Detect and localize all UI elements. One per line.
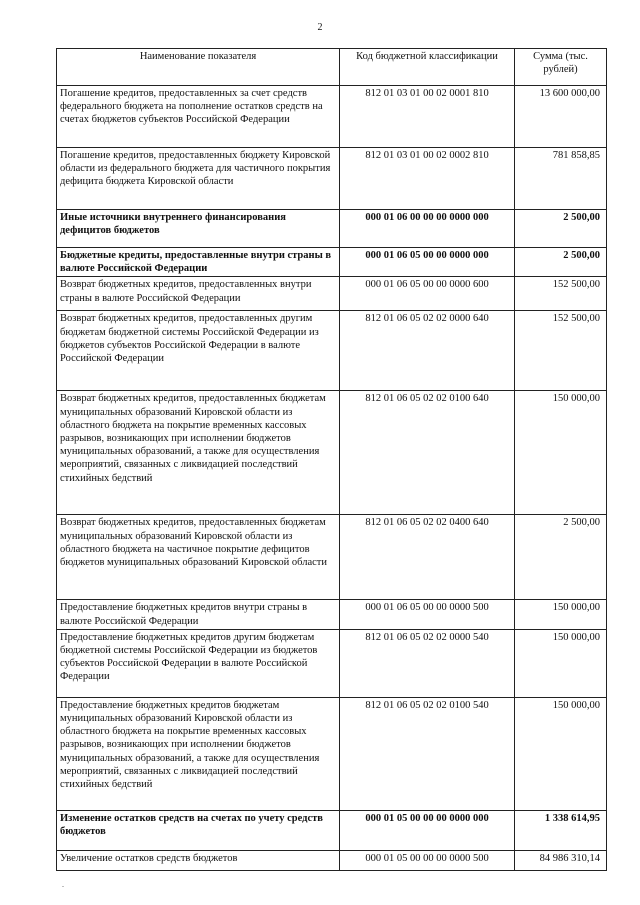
row-sum-cell: 152 500,00: [515, 311, 607, 391]
row-sum-cell: 150 000,00: [515, 600, 607, 629]
table-row: [57, 210, 607, 248]
row-name-cell: Предоставление бюджетных кредитов бюджетам муниципальных образований Кировской области из областного бюджета на покрытие временных кассовых разрывов, возникающих при исполнении бюджетов муниципальных образований, а также для осуществления мероприятий, связанных с ликвидацией последствий стихийных бедствий: [57, 697, 340, 810]
table-row: [57, 697, 607, 810]
row-code-cell: 812 01 06 05 02 02 0400 640: [340, 515, 515, 600]
row-code-cell: 000 01 06 05 00 00 0000 000: [340, 248, 515, 277]
header-name: Наименование показателя: [57, 49, 340, 86]
row-code-cell: 000 01 05 00 00 00 0000 000: [340, 810, 515, 850]
row-name-cell: Увеличение остатков средств бюджетов: [57, 850, 340, 870]
row-name-cell: Иные источники внутреннего финансирования дефицитов бюджетов: [57, 210, 340, 248]
row-name-cell: Возврат бюджетных кредитов, предоставленных другим бюджетам бюджетной системы Российской Федерации из бюджетов субъектов Российской Федерации в валюте Российской Федерации: [57, 311, 340, 391]
table-row: [57, 311, 607, 391]
row-name-cell: Возврат бюджетных кредитов, предоставленных внутри страны в валюте Российской Федерации: [57, 277, 340, 311]
row-sum-cell: 152 500,00: [515, 277, 607, 311]
row-name-cell: Предоставление бюджетных кредитов внутри страны в валюте Российской Федерации: [57, 600, 340, 629]
row-name-cell: Бюджетные кредиты, предоставленные внутри страны в валюте Российской Федерации: [57, 248, 340, 277]
row-code-cell: 812 01 06 05 02 02 0000 640: [340, 311, 515, 391]
row-code-cell: 812 01 06 05 02 02 0100 640: [340, 391, 515, 515]
budget-table: [56, 48, 607, 871]
row-code-cell: 812 01 03 01 00 02 0001 810: [340, 86, 515, 148]
table-row: [57, 277, 607, 311]
row-code-cell: 000 01 06 05 00 00 0000 500: [340, 600, 515, 629]
table-row: [57, 148, 607, 210]
row-sum-cell: 2 500,00: [515, 515, 607, 600]
row-code-cell: 812 01 06 05 02 02 0000 540: [340, 629, 515, 697]
row-sum-cell: 781 858,85: [515, 148, 607, 210]
row-code-cell: 000 01 06 00 00 00 0000 000: [340, 210, 515, 248]
stray-mark: .: [62, 880, 64, 889]
row-code-cell: 812 01 03 01 00 02 0002 810: [340, 148, 515, 210]
table-header-row: [57, 49, 607, 86]
table-row: [57, 810, 607, 850]
table-row: [57, 629, 607, 697]
row-name-cell: Возврат бюджетных кредитов, предоставленных бюджетам муниципальных образований Кировской области из областного бюджета на покрытие временных кассовых разрывов, возникающих при исполнении бюджетов муниципальных образований, а также для осуществления мероприятий, связанных с ликвидацией последствий стихийных бедствий: [57, 391, 340, 515]
row-sum-cell: 2 500,00: [515, 210, 607, 248]
row-name-cell: Погашение кредитов, предоставленных за счет средств федерального бюджета на пополнение остатков средств на счетах бюджетов субъектов Российской Федерации: [57, 86, 340, 148]
row-sum-cell: 84 986 310,14: [515, 850, 607, 870]
header-code: Код бюджетной классификации: [340, 49, 515, 86]
table-row: [57, 248, 607, 277]
table-row: [57, 86, 607, 148]
row-sum-cell: 150 000,00: [515, 697, 607, 810]
row-sum-cell: 1 338 614,95: [515, 810, 607, 850]
row-name-cell: Изменение остатков средств на счетах по учету средств бюджетов: [57, 810, 340, 850]
row-name-cell: Возврат бюджетных кредитов, предоставленных бюджетам муниципальных образований Кировской области из областного бюджета на частичное покрытие дефицитов бюджетов муниципальных образований Кировской области: [57, 515, 340, 600]
table-row: [57, 391, 607, 515]
table-row: [57, 850, 607, 870]
row-sum-cell: 13 600 000,00: [515, 86, 607, 148]
row-code-cell: 000 01 06 05 00 00 0000 600: [340, 277, 515, 311]
table-row: [57, 515, 607, 600]
row-code-cell: 812 01 06 05 02 02 0100 540: [340, 697, 515, 810]
row-name-cell: Погашение кредитов, предоставленных бюджету Кировской области из федерального бюджета для частичного покрытия дефицита бюджета Кировской области: [57, 148, 340, 210]
row-sum-cell: 150 000,00: [515, 391, 607, 515]
table-row: [57, 600, 607, 629]
row-name-cell: Предоставление бюджетных кредитов другим бюджетам бюджетной системы Российской Федерации из бюджетов субъектов Российской Федерации в валюте Российской Федерации: [57, 629, 340, 697]
row-sum-cell: 150 000,00: [515, 629, 607, 697]
header-sum: Сумма (тыс. рублей): [515, 49, 607, 86]
page-number: 2: [317, 22, 323, 33]
row-sum-cell: 2 500,00: [515, 248, 607, 277]
row-code-cell: 000 01 05 00 00 00 0000 500: [340, 850, 515, 870]
